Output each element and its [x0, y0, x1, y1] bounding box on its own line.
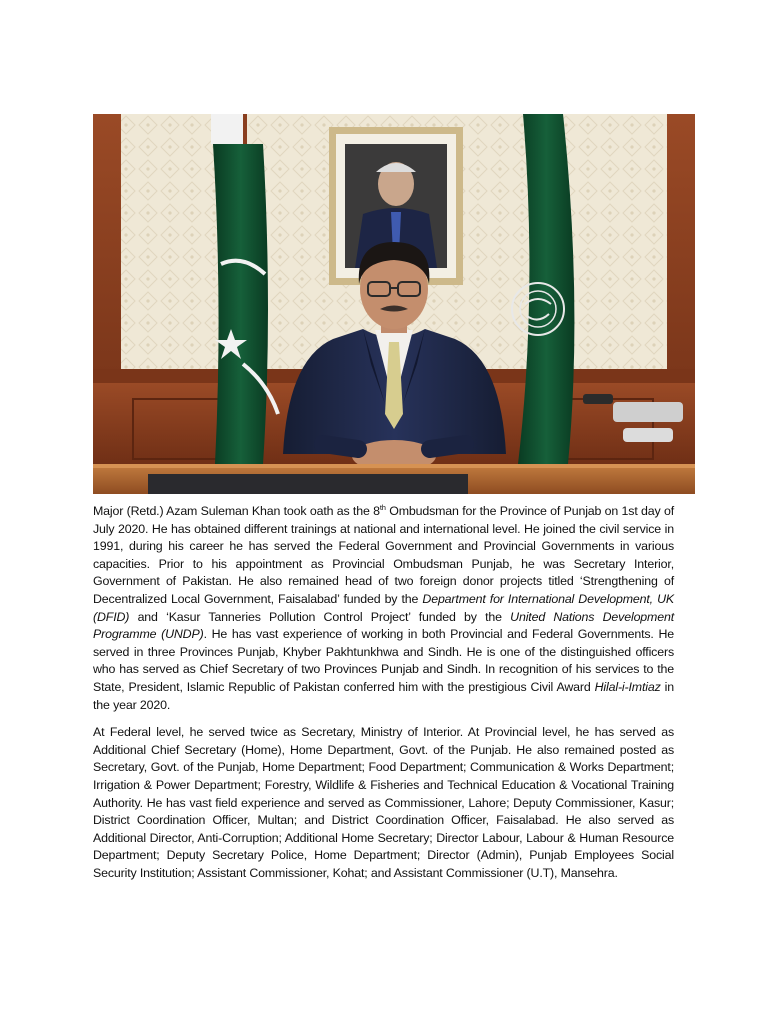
portrait-illustration	[93, 114, 695, 494]
bio-paragraph-1	[93, 503, 674, 714]
award-name: Hilal-i-Imtiaz	[594, 679, 661, 694]
portrait-photo	[93, 114, 695, 494]
bio-p1-text-b: Ombudsman for the Province of Punjab on 1st day of July 2020. He has obtained different trainings at national and international level. He joined the civil service in 1991, during his career he has served the Federal Government and Provincial Governments in various capacities. Prior to his appointment as Provincial Ombudsman Punjab, he was Secretary Interior, Government of Pakistan. He also remained head of two foreign donor projects titled ‘Strengthening of Decentralized Local Government, Faisalabad’ funded by the	[93, 504, 674, 606]
ordinal-suffix: th	[379, 502, 386, 512]
biography-text	[93, 503, 674, 892]
bio-p1-text-d: . He has vast experience of working in both Provincial and Federal Governments. He served in three Provinces Punjab, Khyber Pakhtunkhwa and Sindh. He is one of the distinguished officers who has served as Chief Secretary of two Provinces Punjab and Sindh. In recognition of his services to the State, President, Islamic Republic of Pakistan conferred him with the prestigious Civil Award	[93, 627, 674, 694]
dfid-name: Department for International Development, UK (DFID)	[93, 591, 674, 624]
undp-name: United Nations Development Programme (UNDP)	[93, 609, 674, 642]
bio-p1-text-a: Major (Retd.) Azam Suleman Khan took oath as the 8	[93, 504, 380, 518]
bio-paragraph-2: At Federal level, he served twice as Secretary, Ministry of Interior. At Provincial level, he has served as Additional Chief Secretary (Home), Home Department, Govt. of the Punjab. He also remained posted as Secretary, Govt. of the Punjab, Home Department; Food Department; Communication & Works Department; Irrigation & Power Department; Forestry, Wildlife & Fisheries and Technical Education & Vocational Training Authority. He has vast field experience and served as Commissioner, Lahore; Deputy Commissioner, Kasur; District Coordination Officer, Multan; and District Coordination Officer, Faisalabad. He also served as Additional Director, Anti-Corruption; Additional Home Secretary; Director Labour, Labour & Human Resource Department; Deputy Secretary Police, Home Department; Director (Admin), Punjab Employees Social Security Institution; Assistant Commissioner, Kohat; and Assistant Commissioner (U.T), Mansehra.	[93, 725, 674, 880]
bio-p1-text-e: in the year 2020.	[93, 679, 675, 712]
bio-p1-text-c: and ‘Kasur Tanneries Pollution Control Project’ funded by the	[129, 609, 511, 624]
